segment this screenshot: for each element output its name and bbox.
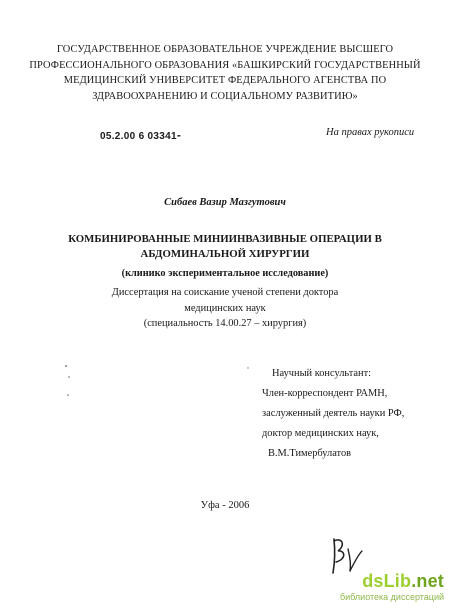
author-name: Сибаев Вазир Мазгутович	[164, 197, 286, 208]
manuscript-note: На правах рукописи	[326, 127, 415, 138]
consultant-heading: Научный консультант:	[272, 368, 371, 379]
consultant-line: заслуженный деятель науки РФ,	[262, 408, 405, 419]
title-line: АБДОМИНАЛЬНОЙ ХИРУРГИИ	[140, 248, 310, 260]
institution-line: ГОСУДАРСТВЕННОЕ ОБРАЗОВАТЕЛЬНОЕ УЧРЕЖДЕНИЕ ВЫСШЕГО	[56, 44, 394, 55]
reference-number: 6 03341	[138, 131, 177, 142]
dissertation-subtitle: (клинико экспериментальное исследование)	[121, 268, 329, 279]
degree-line: медицинских наук	[184, 302, 266, 314]
reference-code: 05.2.00	[100, 131, 136, 142]
watermark-brand-main: dsLib	[362, 571, 412, 591]
institution-line: ЗДРАВООХРАНЕНИЮ И СОЦИАЛЬНОМУ РАЗВИТИЮ»	[92, 90, 358, 102]
reference-mark: -	[176, 128, 182, 142]
watermark-brand	[294, 570, 444, 592]
dslib-watermark	[294, 570, 444, 603]
consultant-name: В.М.Тимербулатов	[268, 448, 352, 459]
watermark-tagline: библиотека диссертаций	[339, 592, 444, 602]
degree-line: Диссертация на соискание ученой степени доктора	[111, 287, 339, 298]
watermark-brand-tld: .net	[411, 571, 444, 591]
consultant-line: доктор медицинских наук,	[262, 428, 379, 439]
title-line: КОМБИНИРОВАННЫЕ МИНИИНВАЗИВНЫЕ ОПЕРАЦИИ В	[68, 233, 382, 245]
institution-line: МЕДИЦИНСКИЙ УНИВЕРСИТЕТ ФЕДЕРАЛЬНОГО АГЕНСТВА ПО	[63, 75, 387, 87]
degree-line: (специальность 14.00.27 – хирургия)	[143, 318, 307, 329]
city-year: Уфа - 2006	[200, 500, 250, 511]
institution-line: ПРОФЕССИОНАЛЬНОГО ОБРАЗОВАНИЯ «БАШКИРСКИЙ ГОСУДАРСТВЕННЫЙ	[29, 59, 421, 71]
consultant-line: Член-корреспондент РАМН,	[262, 388, 388, 399]
